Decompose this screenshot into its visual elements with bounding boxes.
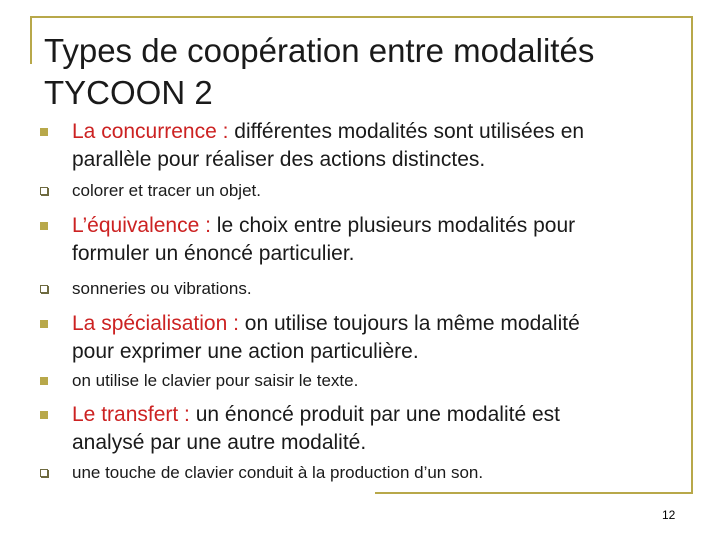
term-label: Le transfert : xyxy=(72,403,190,426)
hollow-square-bullet-icon xyxy=(40,469,48,477)
bullet-text-line-1: différentes modalités sont utilisées en xyxy=(228,120,585,143)
bullet-text-line-2: analysé par une autre modalité. xyxy=(72,431,367,454)
title-line-1: Types de coopération entre modalités xyxy=(44,32,595,69)
frame-left-border xyxy=(30,16,32,64)
square-bullet-icon xyxy=(40,320,48,328)
bullet-text-line-1: le choix entre plusieurs modalités pour xyxy=(210,214,576,237)
slide-title xyxy=(44,30,684,114)
term-label: L’équivalence : xyxy=(72,214,211,237)
bullet-text-line-1: un énoncé produit par une modalité est xyxy=(189,403,560,426)
bullet-text xyxy=(72,310,672,366)
hollow-square-bullet-icon xyxy=(40,187,48,195)
sub-bullet-text: sonneries ou vibrations. xyxy=(72,279,252,298)
term-label: La concurrence : xyxy=(72,120,229,143)
bullet-text xyxy=(72,212,672,268)
bullet-text xyxy=(72,401,672,457)
page-number: 12 xyxy=(662,508,676,522)
frame-right-border xyxy=(691,16,693,494)
frame-bottom-border xyxy=(375,492,693,494)
bullet-text-line-2: pour exprimer une action particulière. xyxy=(72,340,419,363)
square-bullet-icon xyxy=(40,411,48,419)
bullet-text-line-1: on utilise toujours la même modalité xyxy=(238,312,580,335)
hollow-square-bullet-icon xyxy=(40,285,48,293)
bullet-text-line-2: formuler un énoncé particulier. xyxy=(72,242,355,265)
bullet-text xyxy=(72,118,672,174)
square-bullet-icon xyxy=(40,222,48,230)
title-line-2: TYCOON 2 xyxy=(44,74,213,111)
sub-bullet-text: une touche de clavier conduit à la production d’un son. xyxy=(72,463,484,482)
bullet-text-line-2: parallèle pour réaliser des actions distinctes. xyxy=(72,148,486,171)
term-label: La spécialisation : xyxy=(72,312,239,335)
sub-bullet-text: on utilise le clavier pour saisir le texte. xyxy=(72,371,359,390)
frame-top-border xyxy=(30,16,693,18)
square-bullet-icon xyxy=(40,128,48,136)
square-bullet-icon xyxy=(40,377,48,385)
sub-bullet-text: colorer et tracer un objet. xyxy=(72,181,261,200)
